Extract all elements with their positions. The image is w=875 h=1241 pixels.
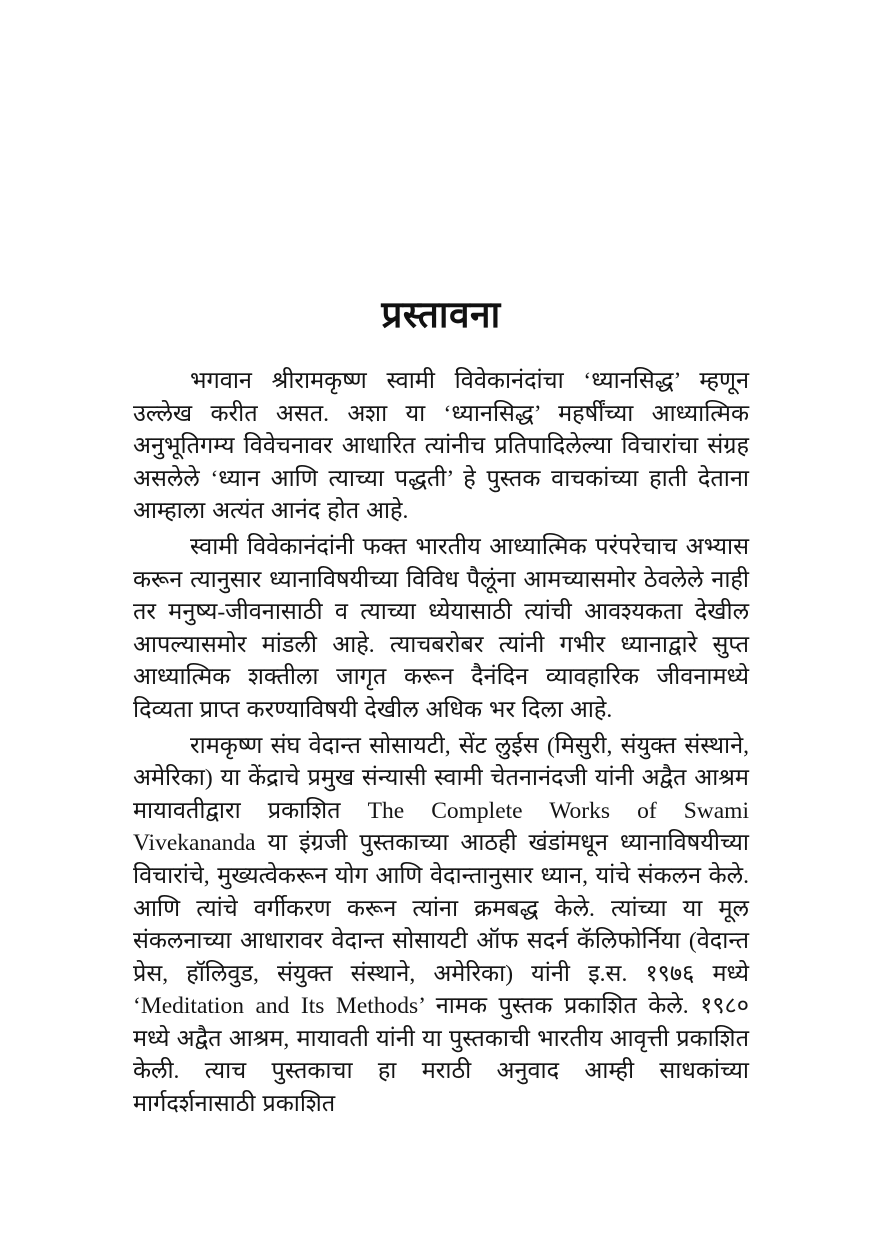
paragraph-1: भगवान श्रीरामकृष्ण स्वामी विवेकानंदांचा ‘ध्यानसिद्ध’ म्हणून उल्लेख करीत असत. अशा या ‘ध्यानसिद्ध’ महर्षींच्या आध्यात्मिक अनुभूतिगम्य विवेचनावर आधारित त्यांनीच प्रतिपादिलेल्या विचारांचा संग्रह असलेले ‘ध्यान आणि त्याच्या पद्धती’ हे पुस्तक वाचकांच्या हाती देताना आम्हाला अत्यंत आनंद होत आहे. bbox=[133, 368, 749, 525]
page-title: प्रस्तावना bbox=[381, 295, 501, 336]
page-body bbox=[133, 365, 749, 1121]
paragraph-2: स्वामी विवेकानंदांनी फक्त भारतीय आध्यात्मिक परंपरेचाच अभ्यास करून त्यानुसार ध्यानाविषयीच्या विविध पैलूंना आमच्यासमोर ठेवलेले नाही तर मनुष्य-जीवनासाठी व त्याच्या ध्येयासाठी त्यांची आवश्यकता देखील आपल्यासमोर मांडली आहे. त्याचबरोबर त्यांनी गभीर ध्यानाद्वारे सुप्त आध्यात्मिक शक्तीला जागृत करून दैनंदिन व्यावहारिक जीवनामध्ये दिव्यता प्राप्त करण्याविषयी देखील अधिक भर दिला आहे. bbox=[133, 533, 749, 723]
page-content bbox=[133, 293, 749, 1124]
paragraph-3: रामकृष्ण संघ वेदान्त सोसायटी, सेंट लुईस (मिसुरी, संयुक्त संस्थाने, अमेरिका) या केंद्राचे प्रमुख संन्यासी स्वामी चेतनानंदजी यांनी अद्वैत आश्रम मायावतीद्वारा प्रकाशित The Complete Works of Swami Vivekananda या इंग्रजी पुस्तकाच्या आठही खंडांमधून ध्यानाविषयीच्या विचारांचे, मुख्यत्वेकरून योग आणि वेदान्तानुसार ध्यान, यांचे संकलन केले. आणि त्यांचे वर्गीकरण करून त्यांना क्रमबद्ध केले. त्यांच्या या मूल संकलनाच्या आधारावर वेदान्त सोसायटी ऑफ सदर्न कॅलिफोर्निया (वेदान्त प्रेस, हॉलिवुड, संयुक्त संस्थाने, अमेरिका) यांनी इ.स. १९७६ मध्ये ‘Meditation and Its Methods’ नामक पुस्तक प्रकाशित केले. १९८० मध्ये अद्वैत आश्रम, मायावती यांनी या पुस्तकाची भारतीय आवृत्ती प्रकाशित केली. त्याच पुस्तकाचा हा मराठी अनुवाद आम्ही साधकांच्या मार्गदर्शनासाठी प्रकाशित bbox=[133, 732, 749, 1118]
